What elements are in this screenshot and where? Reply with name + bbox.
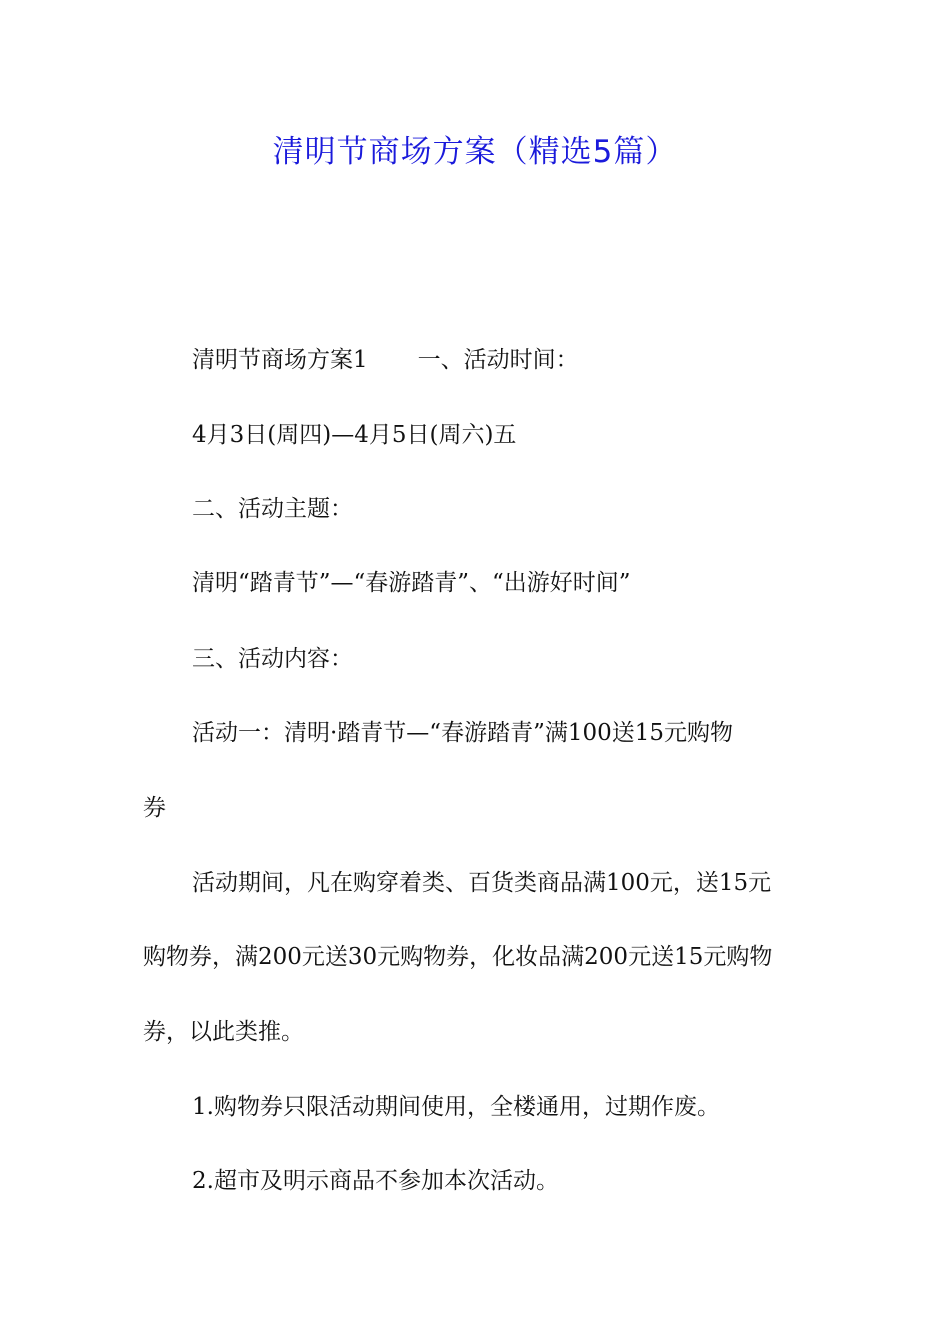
section-first-item: 一、活动时间：: [417, 347, 579, 373]
paragraph-line: 2.超市及明示商品不参加本次活动。: [192, 1168, 559, 1194]
paragraph-line: 1.购物券只限活动期间使用，全楼通用，过期作废。: [192, 1094, 720, 1120]
paragraph-line: 活动期间，凡在购穿着类、百货类商品满100元，送15元: [192, 870, 772, 896]
paragraph-line: 三、活动内容：: [192, 646, 353, 672]
paragraph-line: 购物券，满200元送30元购物券，化妆品满200元送15元购物: [143, 944, 773, 970]
paragraph-line: 4月3日(周四)—4月5日(周六)五: [192, 422, 517, 448]
paragraph-line: 二、活动主题：: [192, 496, 353, 522]
paragraph-line: 活动一：清明·踏青节—“春游踏青”满100送15元购物: [192, 720, 733, 746]
section-heading: 清明节商场方案1: [192, 347, 368, 373]
paragraph-line: 券，以此类推。: [143, 1019, 304, 1045]
paragraph-line: 券: [143, 795, 166, 821]
document-title: 清明节商场方案（精选5篇）: [272, 134, 678, 170]
paragraph-section-heading: [192, 344, 579, 376]
paragraph-line: 清明“踏青节”—“春游踏青”、“出游好时间”: [192, 570, 631, 596]
